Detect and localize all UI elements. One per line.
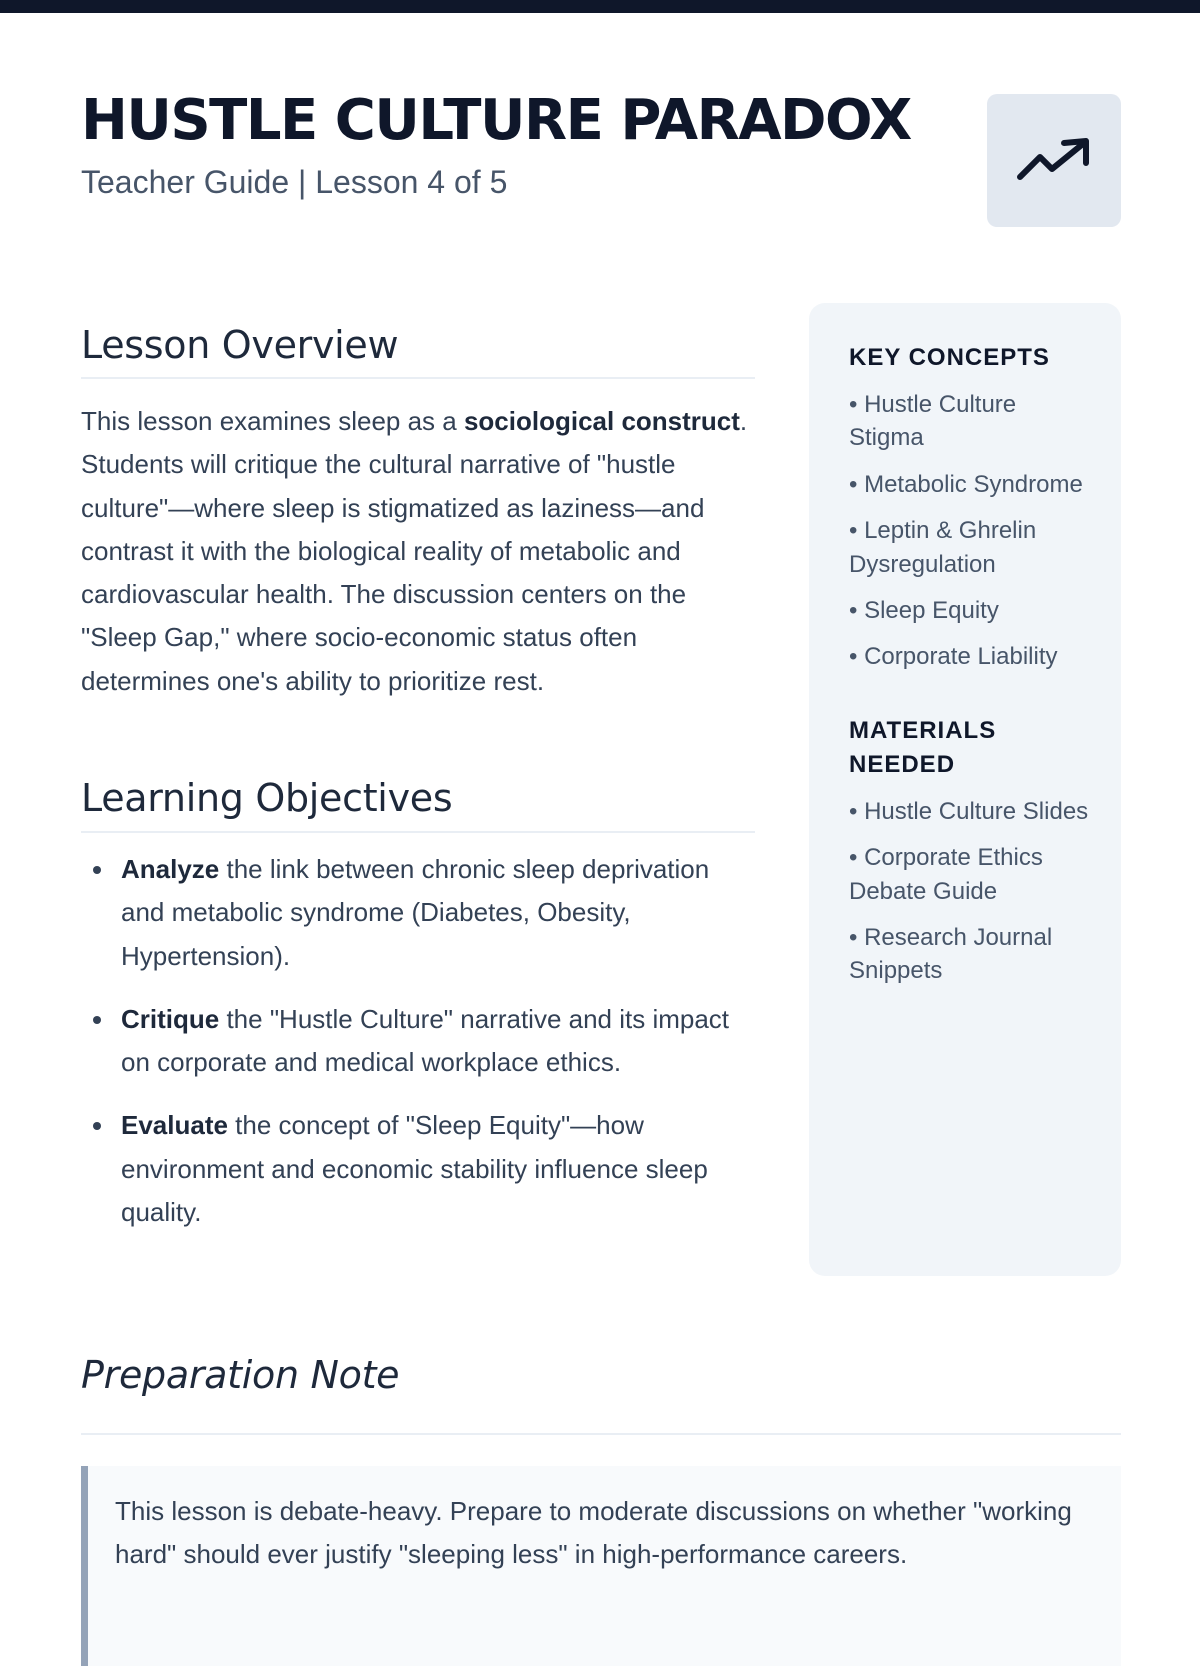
material-item: • Corporate Ethics Debate Guide bbox=[849, 844, 1043, 905]
content-row bbox=[81, 303, 1121, 1303]
key-concept-item: • Metabolic Syndrome bbox=[849, 470, 1083, 498]
overview-bold-term: sociological construct bbox=[463, 406, 740, 436]
bullet-icon bbox=[93, 1016, 101, 1024]
objective-text: the "Hustle Culture" narrative and its impact on corporate and medical workplace ethics. bbox=[121, 1003, 730, 1078]
objective-text: the concept of "Sleep Equity"—how environment and economic stability influence sleep quality. bbox=[121, 1110, 708, 1228]
objective-verb: Critique bbox=[121, 1003, 220, 1034]
preparation-divider bbox=[81, 1433, 1121, 1435]
objective-item bbox=[81, 848, 755, 978]
overview-divider bbox=[81, 377, 755, 379]
overview-intro: This lesson examines sleep as a bbox=[81, 406, 464, 436]
preparation-note-callout bbox=[81, 1466, 1121, 1666]
key-concept-item: • Sleep Equity bbox=[849, 597, 999, 625]
bullet-icon bbox=[93, 866, 101, 874]
key-concept-item: • Hustle Culture Stigma bbox=[849, 391, 1017, 452]
sidebar-panel bbox=[809, 303, 1121, 1276]
key-concepts-heading: KEY CONCEPTS bbox=[849, 344, 1050, 371]
lesson-overview-text bbox=[81, 400, 755, 703]
objective-item bbox=[81, 1104, 755, 1234]
page-header bbox=[81, 13, 1121, 303]
objective-verb: Evaluate bbox=[121, 1110, 228, 1141]
trending-up-icon bbox=[1016, 137, 1092, 185]
overview-rest: . Students will critique the cultural narrative of "hustle culture"—where sleep is stigmatized as laziness—and contrast it with the biological reality of metabolic and cardiovascular health. The discussion centers on the "Sleep Gap," where socio-economic status often determines one's ability to prioritize rest. bbox=[81, 406, 748, 696]
key-concept-item: • Corporate Liability bbox=[849, 643, 1058, 671]
page-title: HUSTLE CULTURE PARADOX bbox=[81, 88, 911, 153]
key-concept-item: • Leptin & Ghrelin Dysregulation bbox=[849, 517, 1037, 578]
lesson-overview-heading: Lesson Overview bbox=[81, 323, 399, 367]
material-item: • Hustle Culture Slides bbox=[849, 797, 1089, 825]
materials-list bbox=[849, 795, 1089, 988]
materials-heading: MATERIALS NEEDED bbox=[849, 716, 997, 778]
sidebar-content bbox=[849, 341, 1089, 988]
page-subtitle: Teacher Guide | Lesson 4 of 5 bbox=[81, 164, 508, 200]
preparation-note-text: This lesson is debate-heavy. Prepare to moderate discussions on whether "working hard" should ever justify "sleeping less" in high-performance careers. bbox=[115, 1496, 1072, 1570]
preparation-note-heading: Preparation Note bbox=[81, 1353, 400, 1397]
lesson-page bbox=[81, 13, 1121, 1303]
learning-objectives-heading: Learning Objectives bbox=[81, 776, 453, 820]
header-icon-box bbox=[987, 94, 1121, 227]
objective-item bbox=[81, 998, 755, 1085]
material-item: • Research Journal Snippets bbox=[849, 924, 1053, 985]
objective-verb: Analyze bbox=[121, 854, 220, 884]
bullet-icon bbox=[93, 1122, 101, 1130]
objective-text: the link between chronic sleep deprivation and metabolic syndrome (Diabetes, Obesity, Hypertension). bbox=[121, 854, 710, 971]
top-accent-bar bbox=[0, 0, 1200, 13]
objectives-divider bbox=[81, 831, 755, 833]
key-concepts-list bbox=[849, 388, 1089, 674]
objectives-list bbox=[81, 848, 755, 1254]
